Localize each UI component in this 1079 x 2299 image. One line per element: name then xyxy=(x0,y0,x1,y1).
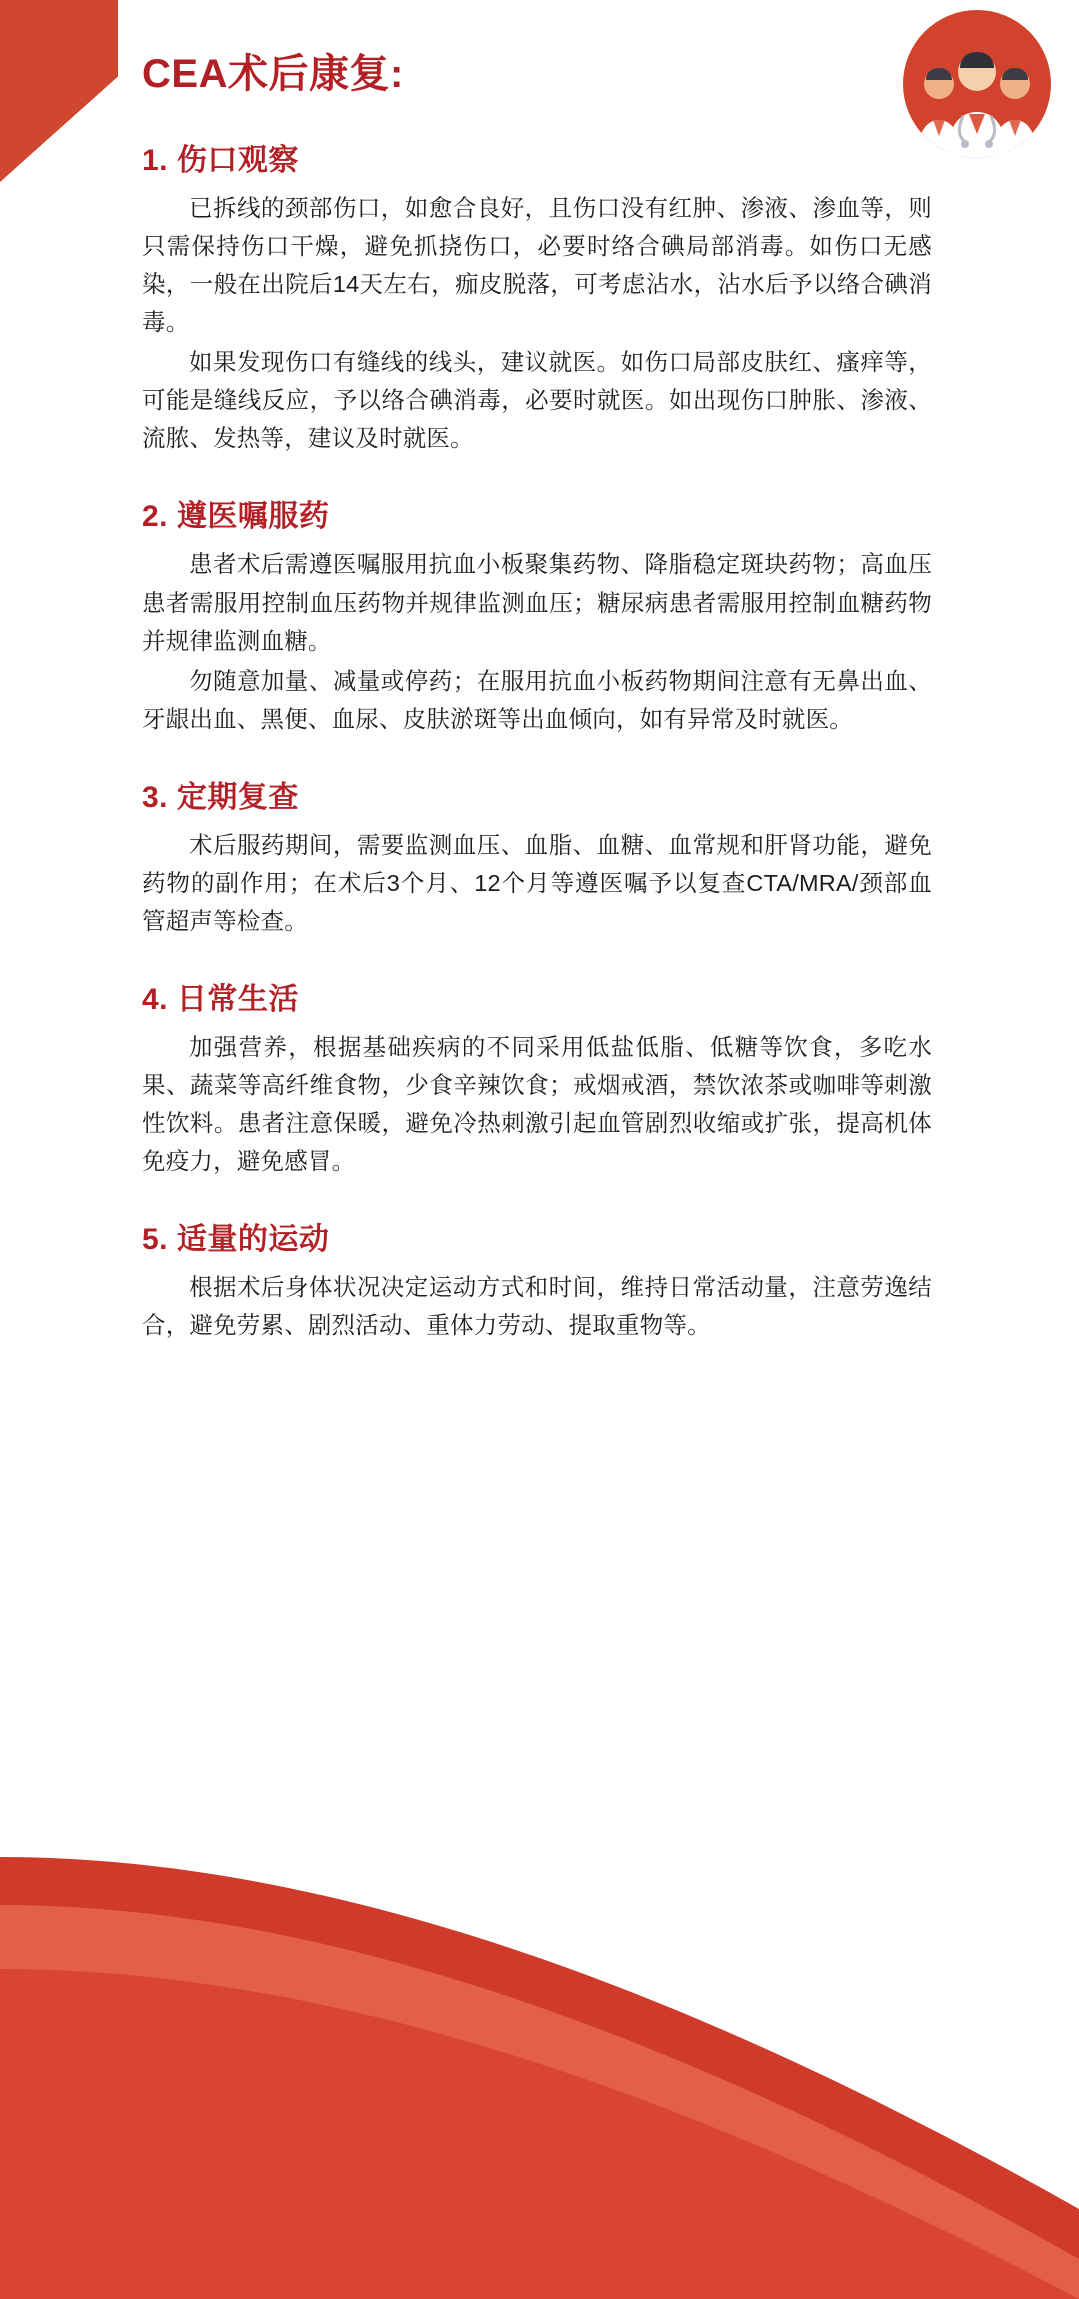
section-medication xyxy=(142,491,932,737)
paragraph: 勿随意加量、减量或停药；在服用抗血小板药物期间注意有无鼻出血、牙龈出血、黑便、血尿、皮肤淤斑等出血倾向，如有异常及时就医。 xyxy=(142,667,932,732)
paragraph: 患者术后需遵医嘱服用抗血小板聚集药物、降脂稳定斑块药物；高血压患者需服用控制血压药物并规律监测血压；糖尿病患者需服用控制血糖药物并规律监测血糖。 xyxy=(142,551,932,654)
decorative-wave-footer xyxy=(0,1739,1079,2299)
section-heading: 2. 遵医嘱服药 xyxy=(142,500,330,534)
paragraph: 加强营养，根据基础疾病的不同采用低盐低脂、低糖等饮食，多吃水果、蔬菜等高纤维食物，少食辛辣饮食；戒烟戒酒，禁饮浓茶或咖啡等刺激性饮料。患者注意保暖，避免冷热刺激引起血管剧烈收缩或扩张，提高机体免疫力，避免感冒。 xyxy=(142,1033,932,1175)
section-heading: 3. 定期复查 xyxy=(142,780,299,814)
section-heading: 5. 适量的运动 xyxy=(142,1223,330,1257)
section-heading: 1. 伤口观察 xyxy=(142,144,299,177)
paragraph: 术后服药期间，需要监测血压、血脂、血糖、血常规和肝肾功能，避免药物的副作用；在术后3个月、12个月等遵医嘱予以复查CTA/MRA/颈部血管超声等检查。 xyxy=(142,831,932,934)
decorative-arrow xyxy=(0,0,118,182)
section-exercise xyxy=(142,1214,932,1344)
paragraph: 根据术后身体状况决定运动方式和时间，维持日常活动量，注意劳逸结合，避免劳累、剧烈活动、重体力劳动、提取重物等。 xyxy=(142,1274,932,1339)
arrow-shape-icon xyxy=(0,0,118,182)
section-daily-life xyxy=(142,974,932,1180)
section-wound-observation xyxy=(142,135,932,457)
article-body xyxy=(142,135,932,1344)
paragraph: 如果发现伤口有缝线的线头，建议就医。如伤口局部皮肤红、瘙痒等，可能是缝线反应，予以络合碘消毒，必要时就医。如出现伤口肿胀、渗液、流脓、发热等，建议及时就医。 xyxy=(142,349,932,452)
wave-shape-icon xyxy=(0,1739,1079,2299)
page-title: CEA术后康复: xyxy=(142,52,404,96)
section-heading: 4. 日常生活 xyxy=(142,982,299,1016)
paragraph: 已拆线的颈部伤口，如愈合良好，且伤口没有红肿、渗液、渗血等，则只需保持伤口干燥，避免抓挠伤口，必要时络合碘局部消毒。如伤口无感染，一般在出院后14天左右，痂皮脱落，可考虑沾水，沾水后予以络合碘消毒。 xyxy=(142,195,932,336)
section-regular-checkup xyxy=(142,772,932,940)
